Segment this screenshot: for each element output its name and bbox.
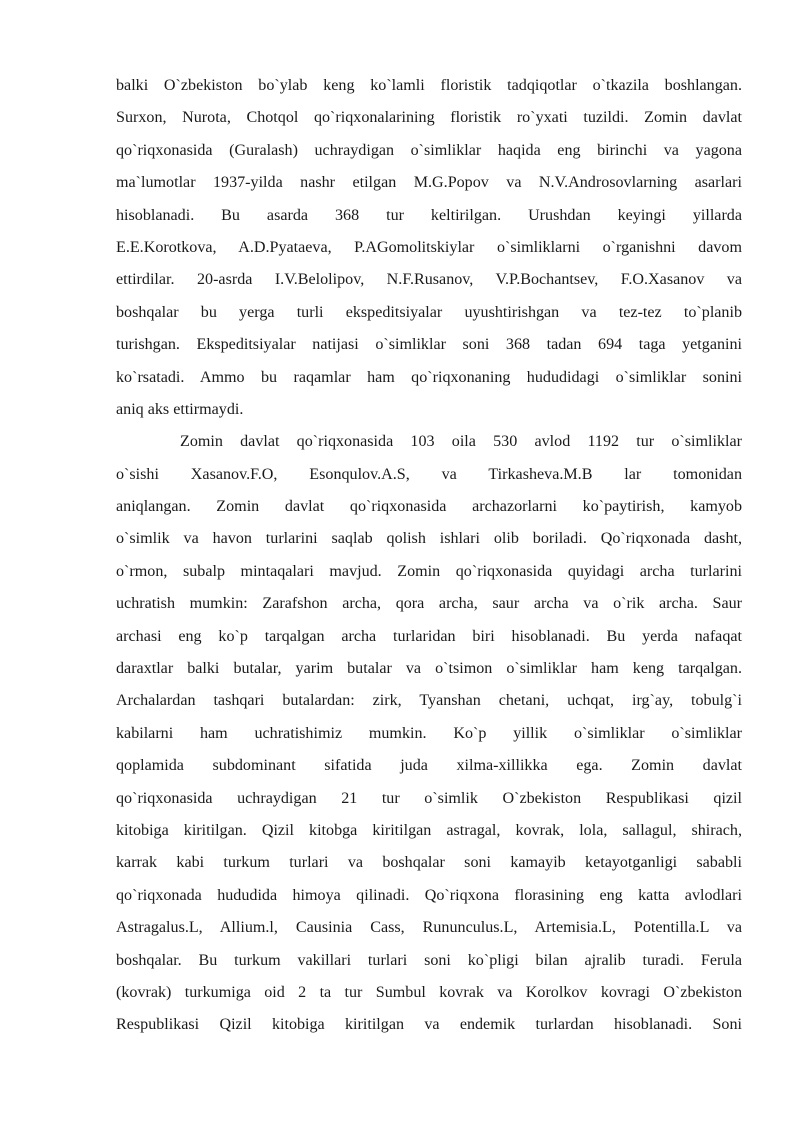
text-line: ma`lumotlar 1937-yilda nashr etilgan M.G.Popov va N.V.Androsovlarning asarlari (116, 174, 742, 192)
text-line: boshqalar. Bu turkum vakillari turlari soni ko`pligi bilan ajralib turadi. Ferula (116, 951, 742, 969)
text-line: Archalardan tashqari butalardan: zirk, Tyanshan chetani, uchqat, irg`ay, tobulg`i (116, 692, 742, 710)
text-line: Surxon, Nurota, Chotqol qo`riqxonalarining floristik ro`yxati tuzildi. Zomin davlat (116, 109, 742, 127)
text-line: aniqlangan. Zomin davlat qo`riqxonasida archazorlarni ko`paytirish, kamyob (116, 498, 742, 516)
text-line: o`rmon, subalp mintaqalari mavjud. Zomin qo`riqxonasida quyidagi archa turlarini (116, 562, 742, 580)
text-line: kabilarni ham uchratishimiz mumkin. Ko`p yillik o`simliklar o`simliklar (116, 724, 742, 742)
text-line: qo`riqxonada hududida himoya qilinadi. Qo`riqxona florasining eng katta avlodlari (116, 886, 742, 904)
paragraph-2 (116, 426, 742, 1041)
text-line: balki O`zbekiston bo`ylab keng ko`lamli floristik tadqiqotlar o`tkazila boshlangan. (116, 77, 742, 94)
text-line: karrak kabi turkum turlari va boshqalar soni kamayib ketayotganligi sababli (116, 854, 742, 872)
text-line: archasi eng ko`p tarqalgan archa turlaridan biri hisoblanadi. Bu yerda nafaqat (116, 627, 742, 645)
paragraph-1 (116, 70, 742, 426)
text-line: uchratish mumkin: Zarafshon archa, qora archa, saur archa va o`rik archa. Saur (116, 595, 742, 613)
text-line: (kovrak) turkumiga oid 2 ta tur Sumbul kovrak va Korolkov kovragi O`zbekiston (116, 983, 742, 1001)
text-line: ettirdilar. 20-asrda I.V.Belolipov, N.F.Rusanov, V.P.Bochantsev, F.O.Xasanov va (116, 271, 742, 289)
text-line: daraxtlar balki butalar, yarim butalar va o`tsimon o`simliklar ham keng tarqalgan. (116, 660, 742, 678)
text-line: Astragalus.L, Allium.l, Causinia Cass, Rununculus.L, Artemisia.L, Potentilla.L va (116, 919, 742, 937)
text-line: aniq aks ettirmaydi. (116, 400, 244, 418)
text-line: qo`riqxonasida (Guralash) uchraydigan o`simliklar haqida eng birinchi va yagona (116, 141, 742, 159)
text-line: Zomin davlat qo`riqxonasida 103 oila 530 avlod 1192 tur o`simliklar (180, 433, 742, 451)
text-line: o`sishi Xasanov.F.O, Esonqulov.A.S, va Tirkasheva.M.B lar tomonidan (116, 465, 742, 483)
text-line: qoplamida subdominant sifatida juda xilma-xillikka ega. Zomin davlat (116, 757, 742, 775)
text-line: E.E.Korotkova, A.D.Pyataeva, P.AGomolitskiylar o`simliklarni o`rganishni davom (116, 238, 742, 256)
text-line: turishgan. Ekspeditsiyalar natijasi o`simliklar soni 368 tadan 694 taga yetganini (116, 336, 742, 354)
text-line: Respublikasi Qizil kitobiga kiritilgan va endemik turlardan hisoblanadi. Soni (116, 1016, 742, 1034)
text-line: o`simlik va havon turlarini saqlab qolish ishlari olib boriladi. Qo`riqxonada dasht, (116, 530, 742, 548)
document-page (116, 70, 742, 1042)
text-line: boshqalar bu yerga turli ekspeditsiyalar uyushtirishgan va tez-tez to`planib (116, 303, 742, 321)
text-line: kitobiga kiritilgan. Qizil kitobga kiritilgan astragal, kovrak, lola, sallagul, shirach, (116, 821, 742, 839)
text-line: qo`riqxonasida uchraydigan 21 tur o`simlik O`zbekiston Respublikasi qizil (116, 789, 742, 807)
text-line: ko`rsatadi. Ammo bu raqamlar ham qo`riqxonaning hududidagi o`simliklar sonini (116, 368, 742, 386)
text-line: hisoblanadi. Bu asarda 368 tur keltirilgan. Urushdan keyingi yillarda (116, 206, 742, 224)
